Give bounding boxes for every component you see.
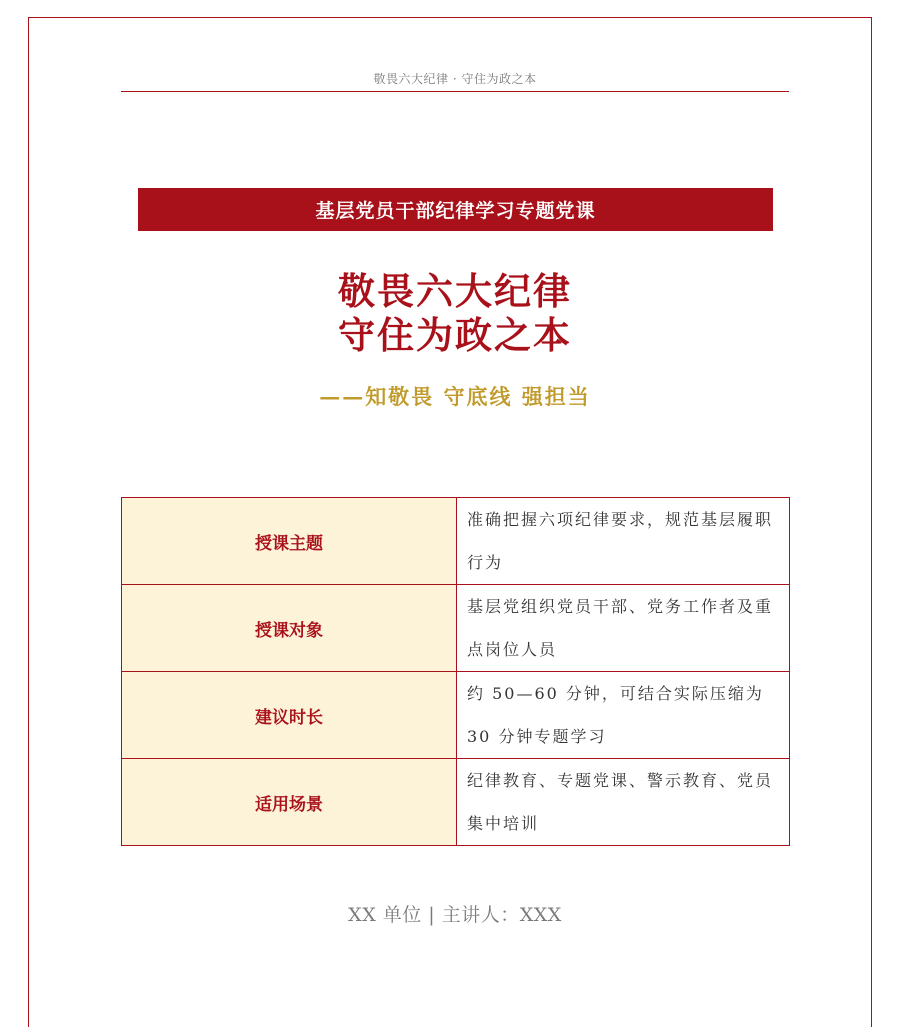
info-table	[121, 497, 790, 846]
row-value: 基层党组织党员干部、党务工作者及重点岗位人员	[457, 585, 790, 672]
row-value: 约 50—60 分钟，可结合实际压缩为 30 分钟专题学习	[457, 672, 790, 759]
row-label: 建议时长	[122, 672, 457, 759]
main-title	[121, 270, 789, 358]
banner-text: 基层党员干部纪律学习专题党课	[315, 200, 596, 222]
row-value: 纪律教育、专题党课、警示教育、党员集中培训	[457, 759, 790, 846]
main-title-line-2: 守住为政之本	[338, 314, 572, 357]
running-header: 敬畏六大纪律 · 守住为政之本	[373, 72, 537, 86]
row-label: 授课对象	[122, 585, 457, 672]
table-row	[122, 498, 790, 585]
document-page	[28, 17, 872, 1027]
table-row	[122, 672, 790, 759]
main-title-line-1: 敬畏六大纪律	[338, 270, 572, 313]
footer-presenter: XX 单位 | 主讲人：XXX	[348, 904, 562, 926]
table-row	[122, 759, 790, 846]
subtitle: ——知敬畏 守底线 强担当	[319, 384, 591, 409]
header-divider	[121, 91, 789, 92]
row-value: 准确把握六项纪律要求，规范基层履职行为	[457, 498, 790, 585]
banner	[138, 188, 773, 231]
row-label: 适用场景	[122, 759, 457, 846]
table-row	[122, 585, 790, 672]
row-label: 授课主题	[122, 498, 457, 585]
